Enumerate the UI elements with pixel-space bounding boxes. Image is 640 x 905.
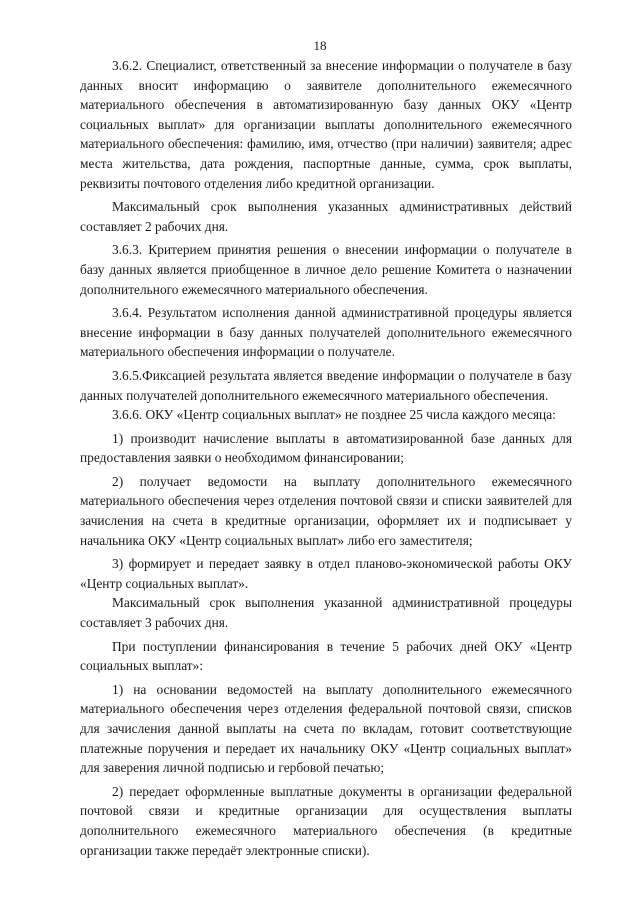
list-item-2-statements: 2) получает ведомости на выплату дополнительного ежемесячного материального обеспечения через отделения почтовой связи и списки заявителей для зачисления на счета в кредитные организации, оформляет их и подписывает у начальника ОКУ «Центр социальных выплат» либо его заместителя;: [80, 473, 572, 548]
list-item-1-accrual: 1) производит начисление выплаты в автоматизированной базе данных для предоставления заявки о необходимом финансировании;: [80, 430, 572, 466]
paragraph-max-term-2-days: Максимальный срок выполнения указанных административных действий составляет 2 рабочих дня.: [80, 199, 572, 234]
paragraph-3-6-5: 3.6.5.Фиксацией результата является введение информации о получателе в базу данных получателей дополнительного ежемесячного материального обеспечения.: [80, 367, 572, 403]
paragraph-3-6-2: 3.6.2. Специалист, ответственный за внесение информации о получателе в базу данных вносит информацию о заявителе дополнительного ежемесячного материального обеспечения в автоматизированную базу данных ОКУ «Центр социальных выплат» для организации выплаты дополнительного ежемесячного материального обеспечения: фамилию, имя, отчество (при наличии) заявителя; адрес места жительства, дата рождения, паспортные данные, сумма, срок выплаты, реквизиты почтового отделения либо кредитной организации.: [80, 58, 572, 191]
page-number: 18: [313, 38, 327, 53]
paragraph-3-6-3: 3.6.3. Критерием принятия решения о внесении информации о получателе в базу данных является приобщенное в личное дело решение Комитета о назначении дополнительного ежемесячного материального обеспечения.: [80, 242, 572, 297]
list-item-2-transfer-documents: 2) передает оформленные выплатные документы в организации федеральной почтовой связи и кредитные организации для осуществления выплаты дополнительного ежемесячного материального обеспечения (в кредитные организации также передаёт электронные списки).: [80, 783, 572, 858]
list-item-1-payment-orders: 1) на основании ведомостей на выплату дополнительного ежемесячного материального обеспечения через отделения федеральной почтовой связи, списков для зачисления данной выплаты на счета по вкладам, готовит соответствующие платежные поручения и передает их начальнику ОКУ «Центр социальных выплат» для заверения личной подписью и гербовой печатью;: [80, 681, 572, 776]
paragraph-3-6-6: 3.6.6. ОКУ «Центр социальных выплат» не позднее 25 числа каждого месяца:: [112, 407, 556, 423]
paragraph-financing: При поступлении финансирования в течение 5 рабочих дней ОКУ «Центр социальных выплат»:: [80, 638, 572, 674]
paragraph-3-6-4: 3.6.4. Результатом исполнения данной административной процедуры является внесение информации в базу данных получателей дополнительного ежемесячного материального обеспечения информации о получателе.: [80, 305, 572, 360]
list-item-3-request: 3) формирует и передает заявку в отдел планово-экономической работы ОКУ «Центр социальных выплат».: [80, 556, 572, 591]
document-body: [80, 56, 572, 860]
paragraph-max-term-3-days: Максимальный срок выполнения указанной административной процедуры составляет 3 рабочих дня.: [80, 595, 572, 631]
